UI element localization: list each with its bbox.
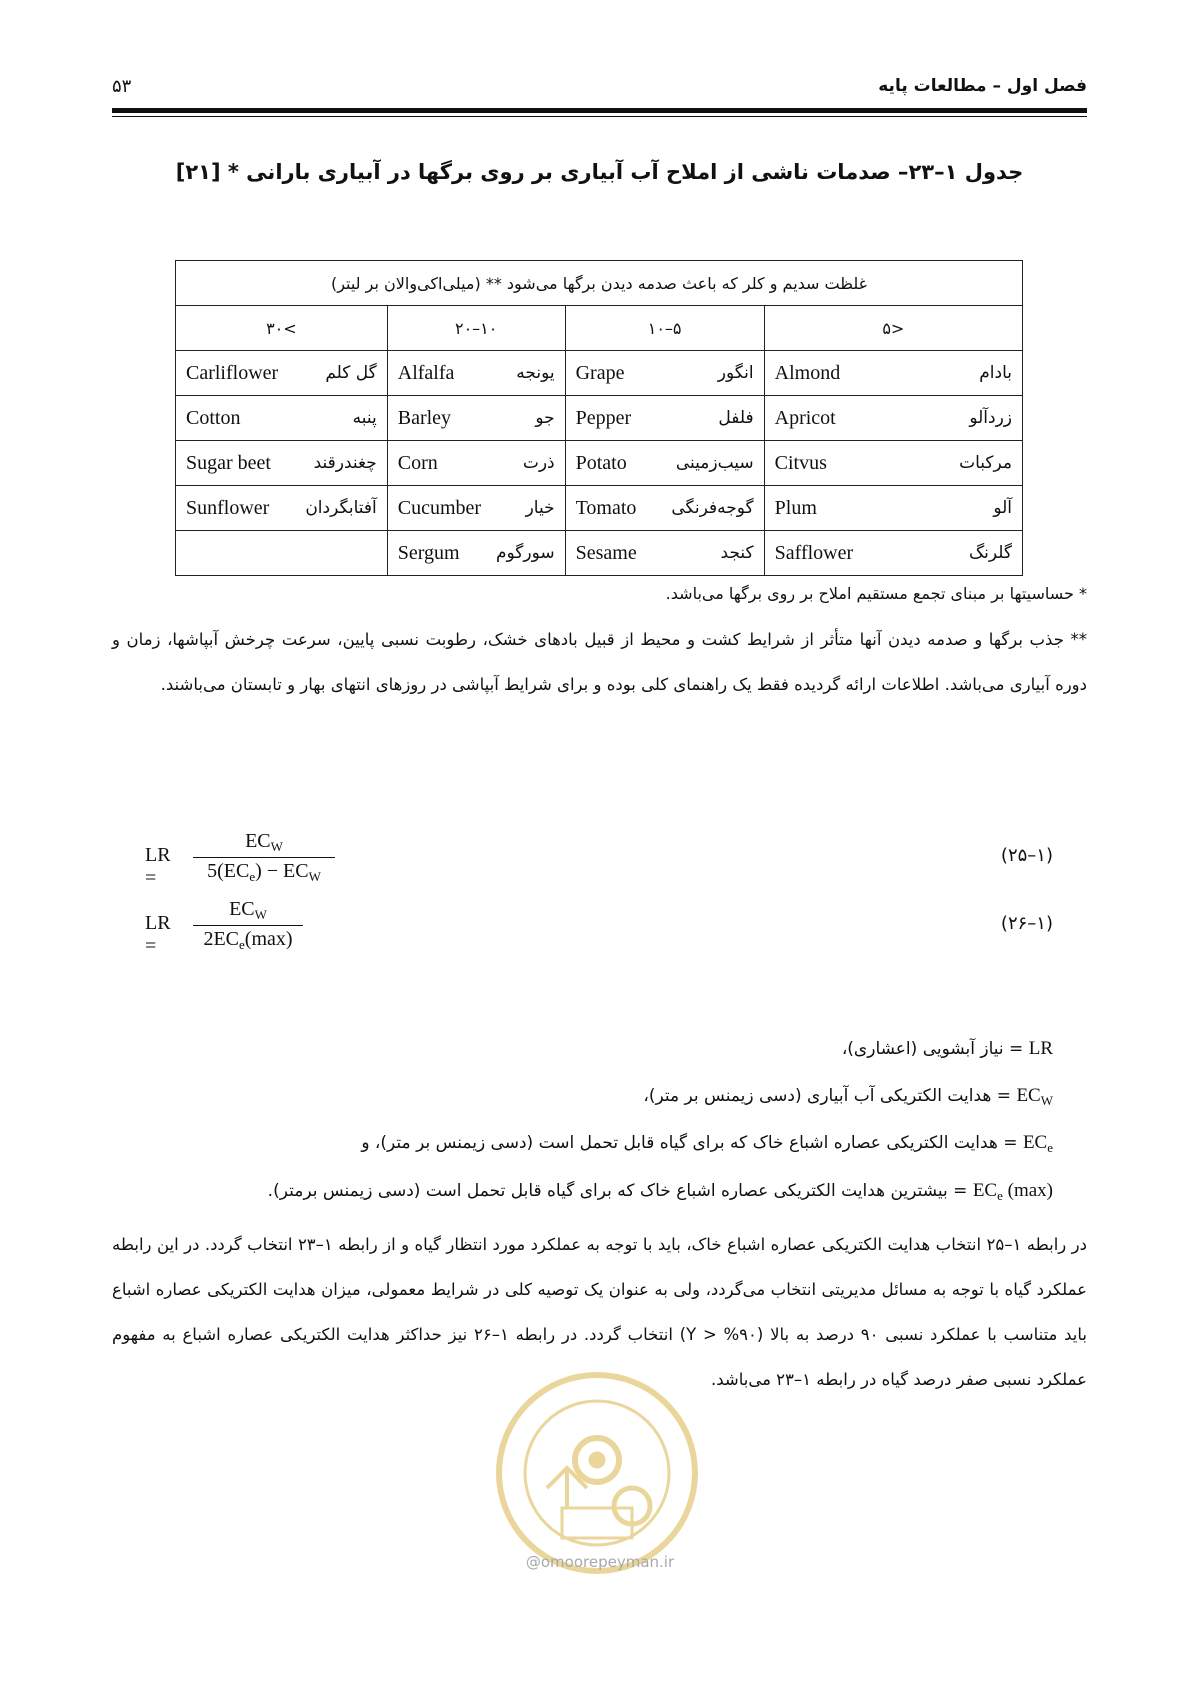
definition-ecw bbox=[643, 1085, 1053, 1109]
equation-fraction bbox=[193, 898, 303, 953]
crop-cell bbox=[565, 351, 764, 396]
crop-cell bbox=[387, 351, 565, 396]
crop-name-persian: آفتابگردان bbox=[305, 498, 377, 518]
crop-name-persian: بادام bbox=[979, 363, 1012, 383]
crop-name-english: Sergum bbox=[397, 541, 460, 564]
table-row bbox=[176, 396, 1023, 441]
crop-name-english: Barley bbox=[397, 406, 452, 429]
definition-text: = هدایت الکتریکی آب آبیاری (دسی زیمنس بر متر)، bbox=[643, 1086, 1012, 1106]
page-number: ۵۳ bbox=[112, 76, 132, 97]
seal-outer-ring bbox=[499, 1375, 695, 1571]
definition-ece bbox=[361, 1132, 1053, 1156]
crop-name-english: Sugar beet bbox=[186, 451, 271, 474]
crop-cell bbox=[387, 531, 565, 576]
crop-cell bbox=[764, 486, 1022, 531]
equation-numerator: $EC_W$ bbox=[193, 830, 335, 858]
table-row bbox=[176, 486, 1023, 531]
crop-name-english: Plum bbox=[774, 496, 817, 519]
crop-name-persian: جو bbox=[535, 408, 555, 428]
equation-denominator: $5(EC_e) - EC_W$ bbox=[207, 860, 321, 884]
crop-name-persian: یونجه bbox=[516, 363, 555, 383]
definition-symbol: LR bbox=[1028, 1038, 1053, 1059]
crop-name-persian: زردآلو bbox=[969, 408, 1012, 428]
equation-number: (۱–۲۶) bbox=[1000, 913, 1053, 934]
gear-hub bbox=[589, 1452, 605, 1468]
crop-cell bbox=[764, 351, 1022, 396]
seal-inner-ring bbox=[525, 1401, 669, 1545]
table-row bbox=[176, 531, 1023, 576]
crop-name-english: Apricot bbox=[774, 406, 836, 429]
crop-cell bbox=[176, 396, 388, 441]
definition-lr bbox=[842, 1038, 1053, 1060]
crop-name-english: Potato bbox=[575, 451, 627, 474]
crop-cell bbox=[387, 486, 565, 531]
header-rule-thin bbox=[112, 116, 1087, 117]
table-row bbox=[176, 351, 1023, 396]
range-header-row bbox=[176, 306, 1023, 351]
crop-name-persian: گل کلم bbox=[325, 363, 377, 383]
definition-text: = هدایت الکتریکی عصاره اشباع خاک که برای گیاه قابل تحمل است (دسی زیمنس بر متر)، و bbox=[361, 1133, 1018, 1153]
crop-name-persian: انگور bbox=[717, 363, 754, 383]
body-paragraph: در رابطه ۱–۲۵ انتخاب هدایت الکتریکی عصاره اشباع خاک، باید با توجه به عملکرد مورد انتظار گیاه و از رابطه ۱–۲۳ انتخاب گردد. در این رابطه عملکرد گیاه با توجه به مسائل مدیریتی انتخاب می‌گردد، ولی به عنوان یک توصیه کلی در شرایط معمولی، میزان هدایت الکتریکی عصاره اشباع باید متناسب با عملکرد نسبی ۹۰ درصد به بالا (Y > %۹۰) انتخاب گردد. در رابطه ۱–۲۶ نیز حداکثر هدایت الکتریکی عصاره اشباع به مفهوم عملکرد نسبی صفر درصد گیاه در رابطه ۱–۲۳ می‌باشد. bbox=[112, 1235, 1088, 1389]
range-header: <۵ bbox=[764, 306, 1022, 351]
crop-name-english: Citvus bbox=[774, 451, 827, 474]
crop-name-persian: کنجد bbox=[720, 543, 754, 563]
definition-ece-max bbox=[268, 1180, 1053, 1204]
footnote-sensitivity: * حساسیتها بر مبنای تجمع مستقیم املاح بر روی برگها می‌باشد. bbox=[665, 584, 1087, 603]
equation-number: (۱–۲۵) bbox=[1000, 845, 1053, 866]
crop-cell bbox=[565, 441, 764, 486]
crop-cell bbox=[387, 396, 565, 441]
equation-fraction bbox=[193, 830, 335, 885]
crop-cell bbox=[387, 441, 565, 486]
table-title: جدول ۱–۲۳– صدمات ناشی از املاح آب آبیاری بر روی برگها در آبیاری بارانی * [۲۱] bbox=[175, 160, 1024, 184]
range-header: ۱۰–۲۰ bbox=[387, 306, 565, 351]
crop-name-persian: سورگوم bbox=[495, 543, 555, 563]
table-row bbox=[176, 441, 1023, 486]
crop-name-english: Sesame bbox=[575, 541, 637, 564]
crop-name-english: Almond bbox=[774, 361, 841, 384]
crop-name-persian: سیب‌زمینی bbox=[675, 453, 754, 473]
crop-name-english: Cotton bbox=[186, 406, 241, 429]
page-header bbox=[112, 66, 1087, 106]
crop-name-english: Carliflower bbox=[186, 361, 279, 384]
crop-name-persian: آلو bbox=[993, 498, 1012, 518]
equation-lhs: LR = bbox=[145, 912, 171, 957]
crop-name-persian: خیار bbox=[525, 498, 555, 518]
chapter-title: فصل اول – مطالعات پایه bbox=[878, 76, 1087, 96]
watermark-site: @omoorepeyman.ir bbox=[525, 1553, 675, 1571]
crop-name-english: Grape bbox=[575, 361, 625, 384]
range-header: >۳۰ bbox=[176, 306, 388, 351]
header-rule-thick bbox=[112, 108, 1087, 113]
crop-name-persian: گوجه‌فرنگی bbox=[671, 498, 754, 518]
definition-symbol: $EC_e$ bbox=[1022, 1132, 1053, 1155]
crop-cell bbox=[176, 486, 388, 531]
crop-name-english: Tomato bbox=[575, 496, 637, 519]
crop-cell bbox=[565, 531, 764, 576]
table-body bbox=[176, 351, 1023, 576]
crop-name-persian: مرکبات bbox=[959, 453, 1012, 473]
definition-text: = بیشترین هدایت الکتریکی عصاره اشباع خاک که برای گیاه قابل تحمل است (دسی زیمنس برمتر). bbox=[267, 1181, 968, 1201]
table-span-header: غلظت سدیم و کلر که باعث صدمه دیدن برگها می‌شود ** (میلی‌اکی‌والان بر لیتر) bbox=[176, 261, 1023, 306]
crop-name-persian: پنبه bbox=[352, 408, 377, 428]
crop-name-english: Sunflower bbox=[186, 496, 270, 519]
definition-text: = نیاز آبشویی (اعشاری)، bbox=[841, 1039, 1024, 1059]
crop-cell bbox=[764, 531, 1022, 576]
definition-symbol: $EC_W$ bbox=[1016, 1085, 1053, 1108]
crop-name-english: Alfalfa bbox=[397, 361, 455, 384]
range-header: ۵–۱۰ bbox=[565, 306, 764, 351]
crop-name-persian: چغندرقند bbox=[313, 453, 377, 473]
crop-cell bbox=[565, 486, 764, 531]
crop-name-english: Pepper bbox=[575, 406, 632, 429]
equation-numerator: $EC_W$ bbox=[193, 898, 303, 926]
crop-name-english: Corn bbox=[397, 451, 438, 474]
crop-cell bbox=[176, 531, 388, 576]
crop-cell bbox=[176, 351, 388, 396]
crop-sensitivity-table bbox=[175, 260, 1023, 576]
crop-cell bbox=[764, 396, 1022, 441]
crop-cell bbox=[176, 441, 388, 486]
crop-name-english: Safflower bbox=[774, 541, 854, 564]
crop-name-persian: گلرنگ bbox=[968, 543, 1012, 563]
crop-name-persian: فلفل bbox=[718, 408, 754, 428]
footnote-conditions: ** جذب برگها و صدمه دیدن آنها متأثر از شرایط کشت و محیط از قبیل بادهای خشک، رطوبت نسبی پایین، سرعت چرخش آبپاشها، زمان و دوره آبیاری می‌باشد. اطلاعات ارائه گردیده فقط یک راهنمای کلی بوده و برای شرایط آبپاشی در روزهای انتهای بهار و تابستان می‌باشند. bbox=[112, 630, 1087, 694]
crop-name-persian: ذرت bbox=[522, 453, 555, 473]
equation-denominator: $2EC_e(\max)$ bbox=[203, 928, 293, 952]
watermark-seal bbox=[492, 1368, 702, 1578]
equation-lhs: LR = bbox=[145, 844, 171, 889]
crop-cell bbox=[764, 441, 1022, 486]
crop-cell bbox=[565, 396, 764, 441]
definition-symbol: $EC_e$ (max) bbox=[972, 1180, 1053, 1203]
crop-name-english: Cucumber bbox=[397, 496, 482, 519]
